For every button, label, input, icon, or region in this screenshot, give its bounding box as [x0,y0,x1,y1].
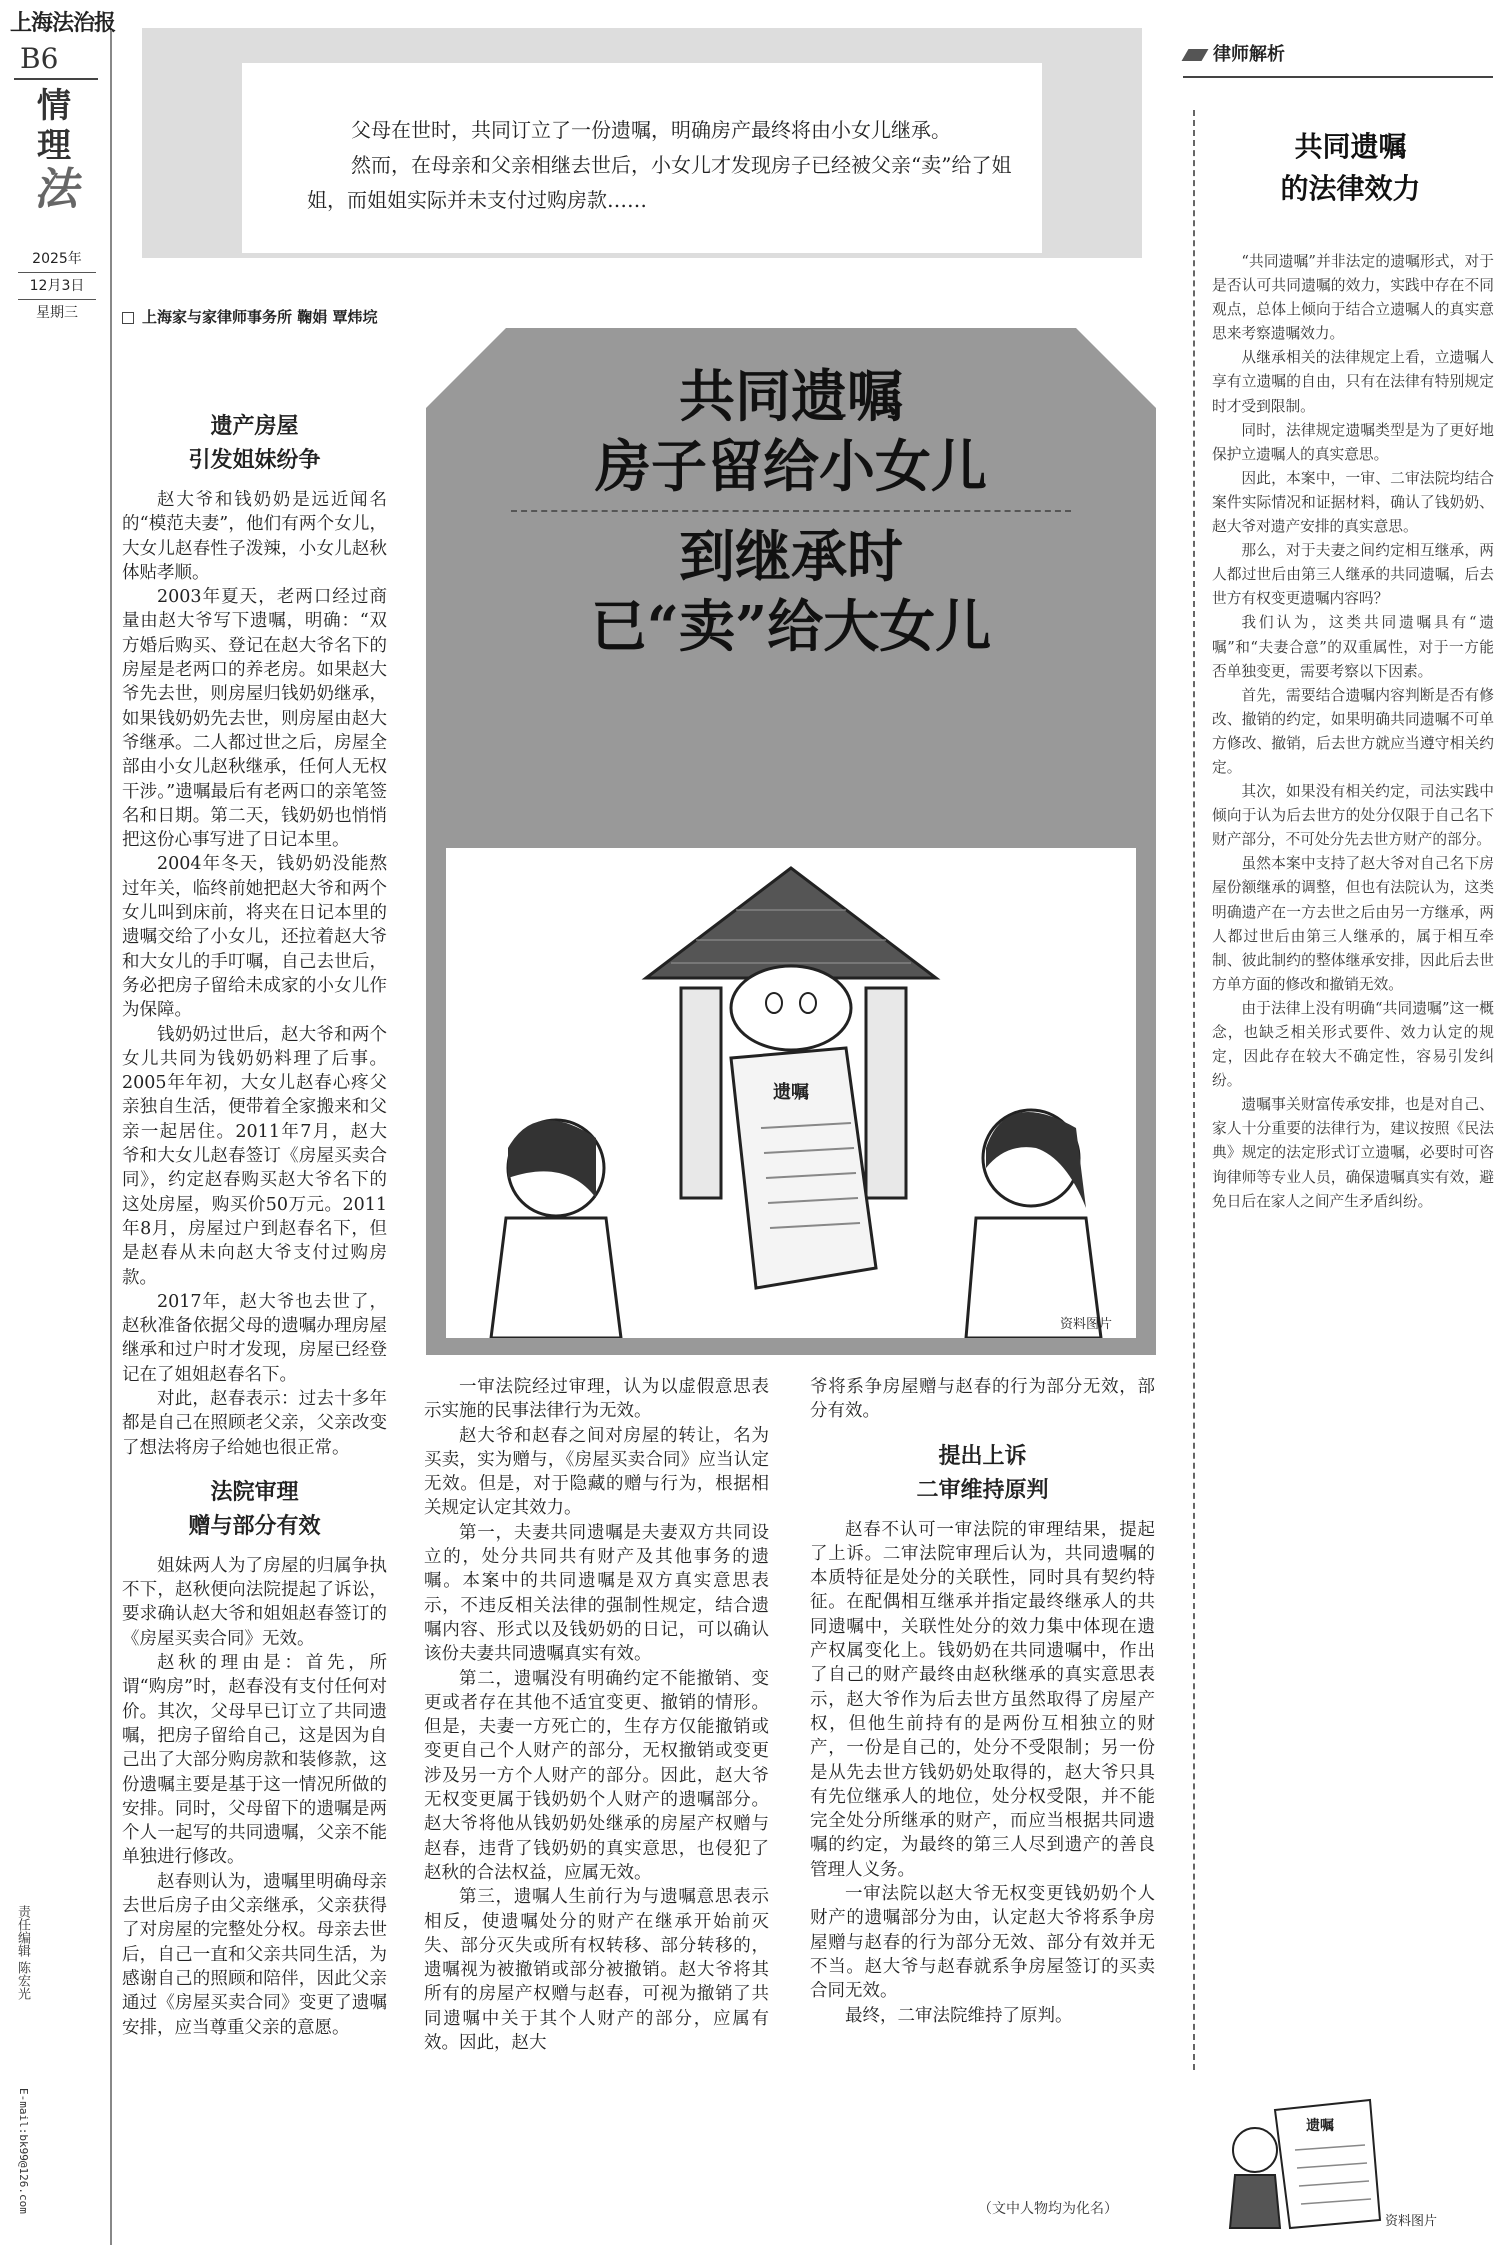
paragraph: 因此，本案中，一审、二审法院均结合案件实际情况和证据材料，确认了钱奶奶、赵大爷对遗产安排的真实意思。 [1212,469,1494,536]
paragraph: 姐妹两人为了房屋的归属争执不下，赵秋便向法院提起了诉讼，要求确认赵大爷和姐姐赵春签订的《房屋买卖合同》无效。 [122,1555,387,1649]
lead-inner [242,63,1042,253]
paragraph: 同时，法律规定遗嘱类型是为了更好地保护立遗嘱人的真实意思。 [1212,421,1494,463]
square-bullet-icon [122,312,134,324]
paragraph: 其次，如果没有相关约定，司法实践中倾向于认为后去世方的处分仅限于自己名下财产部分，不可处分先去世方财产的部分。 [1212,783,1494,849]
byline-text: 上海家与家律师事务所 鞠娟 覃炜垸 [142,308,378,326]
paragraph: 2004年冬天，钱奶奶没能熬过年关，临终前她把赵大爷和两个女儿叫到床前，将夹在日记本里的遗嘱交给了小女儿，还拉着赵大爷和大女儿的手叮嘱，自己去世后，务必把房子留给未成家的小女儿作为保障。 [122,854,387,1021]
section-char: 法 [34,164,78,215]
headline-line: 共同遗嘱 [679,364,903,430]
column-rule [1193,110,1195,2070]
byline [122,306,377,327]
section-name [34,86,78,215]
small-cartoon [1220,2090,1400,2230]
divider [18,299,96,300]
lead-box [142,28,1142,258]
subheading-line: 引发姐妹纷争 [188,448,321,473]
slash-icon [1182,49,1209,61]
headline [426,362,1156,662]
divider [1183,76,1493,78]
subheading [122,1476,387,1544]
subheading-line: 提出上诉 [938,1443,1027,1469]
paragraph: 一审法院经过审理，认为以虚假意思表示实施的民事法律行为无效。 [424,1377,769,1422]
subheading [810,1440,1155,1508]
paragraph: 最终，二审法院维持了原判。 [845,2005,1073,2026]
small-illustration [1220,2090,1400,2230]
masthead: 上海法治报 [10,10,116,36]
date-year: 2025年 [32,251,82,267]
paragraph: 赵大爷和钱奶奶是远近闻名的“模范夫妻”，他们有两个女儿，大女儿赵春性子泼辣，小女儿赵秋体贴孝顺。 [122,490,387,583]
figure-head [1233,2128,1277,2172]
image-caption: 资料图片 [1385,2214,1438,2229]
paragraph: 我们认为，这类共同遗嘱具有“遗嘱”和“夫妻合意”的双重属性，对于一方能否单独变更，需要考察以下因素。 [1212,614,1494,680]
paragraph: 一审法院以赵大爷无权变更钱奶奶个人财产的遗嘱部分为由，认定赵大爷将系争房屋赠与赵春的行为部分无效、部分有效并无不当。赵大爷与赵春就系争房屋签订的买卖合同无效。 [810,1884,1155,2002]
house-wall [866,988,906,1198]
paragraph: 赵春不认可一审法院的审理结果，提起了上诉。二审法院审理后认为，共同遗嘱的本质特征是处分的关联性，同时具有契约特征。在配偶相互继承并指定最终继承人的共同遗嘱中，关联性处分的效力集中体现在遗产权属变化上。钱奶奶在共同遗嘱中，作出了自己的财产最终由赵秋继承的真实意思表示，赵大爷作为后去世方虽然取得了房屋产权，但他生前持有的是两份互相独立的财产，一份是自己的，处分不受限制；另一份是从先去世方钱奶奶处取得的，赵大爷只具有先位继承人的地位，处分权受限，并不能完全处分所继承的财产，而应当根据共同遗嘱的约定，为最终的第三人尽到遗产的善良管理人义务。 [810,1519,1155,1880]
roof-icon [646,868,936,978]
divider [18,272,96,273]
subheading-line: 法院审理 [210,1479,299,1505]
analysis-title-line: 的法律效力 [1280,172,1421,205]
date-weekday: 星期三 [36,305,78,321]
subheading-line: 赠与部分有效 [188,1513,321,1539]
paragraph: 首先，需要结合遗嘱内容判断是否有修改、撤销的约定，如果明确共同遗嘱不可单方修改、撤销，后去世方就应当遵守相关约定。 [1212,686,1494,776]
paragraph: 那么，对于夫妻之间约定相互继承，两人都过世后由第三人继承的共同遗嘱，后去世方有权变更遗嘱内容吗？ [1212,542,1494,608]
date-monthday: 12月3日 [29,278,85,294]
lead-paragraph: 然而，在母亲和父亲相继去世后，小女儿才发现房子已经被父亲“卖”给了姐姐，而姐姐实际并未支付过购房款…… [307,153,1012,212]
paragraph: 第二，遗嘱没有明确约定不能撤销、变更或者存在其他不适宜变更、撤销的情形。但是，夫妻一方死亡的，生存方仅能撤销或变更自己个人财产的部分，无权撤销或变更涉及另一方个人财产的部分。因此，赵大爷无权变更属于钱奶奶个人财产的遗嘱部分。赵大爷将他从钱奶奶处继承的房屋产权赠与赵春，违背了钱奶奶的真实意思，也侵犯了赵秋的合法权益，应属无效。 [424,1668,769,1883]
paragraph: 爷将系争房屋赠与赵春的行为部分无效，部分有效。 [810,1377,1155,1422]
page-number: B6 [20,42,59,75]
tag-text: 律师解析 [1213,44,1285,65]
subheading [122,410,387,478]
body [491,1218,621,1338]
editor-email: E-mail:bk99@126.com [17,2088,30,2214]
headline-line: 已“卖”给大女儿 [590,594,992,660]
divider [511,510,1071,512]
paragraph: 赵大爷和赵春之间对房屋的转让，名为买卖，实为赠与，《房屋买卖合同》应当认定无效。但是，对于隐藏的赠与行为，根据相关规定认定其效力。 [424,1425,769,1519]
footnote: （文中人物均为化名） [978,2201,1118,2217]
paragraph: 对此，赵春表示：过去十多年都是自己在照顾老父亲，父亲改变了想法将房子给她也很正常。 [122,1388,387,1458]
lead-paragraph: 父母在世时，共同订立了一份遗嘱，明确房产最终将由小女儿继承。 [351,118,951,142]
cartoon-drawing [446,848,1136,1338]
issue-date [12,248,102,324]
headline-line: 房子留给小女儿 [595,434,987,500]
paragraph: 虽然本案中支持了赵大爷对自己名下房屋份额继承的调整，但也有法院认为，这类明确遗产在一方去世之后由另一方继承，两人都过世后由第三人继承的，属于相互牵制、彼此制约的整体继承安排，因此后去世方单方面的修改和撤销无效。 [1212,855,1494,993]
article-column-3 [810,1375,1155,2028]
column-rule [110,30,112,2245]
subheading-line: 遗产房屋 [210,414,299,439]
paragraph: 由于法律上没有明确“共同遗嘱”这一概念，也缺乏相关形式要件、效力认定的规定，因此存在较大不确定性，容易引发纠纷。 [1212,999,1494,1090]
will-label: 遗嘱 [1306,2118,1334,2134]
analysis-title [1218,126,1483,210]
article-column-1 [122,410,387,2040]
paragraph: 第三，遗嘱人生前行为与遗嘱意思表示相反，使遗嘱处分的财产在继承开始前灭失、部分灭失或所有权转移、部分转移的，遗嘱视为被撤销或部分被撤销。赵大爷将其所有的房屋产权赠与赵春，可视为撤销了共同遗嘱中关于其个人财产的部分，应属有效。因此，赵大 [424,1887,769,2054]
analysis-column [1212,250,1494,1214]
section-char: 情 [37,86,71,126]
article-column-2 [424,1375,769,2055]
house-wall [681,988,721,1198]
headline-line: 到继承时 [679,524,903,590]
paragraph: 钱奶奶过世后，赵大爷和两个女儿共同为钱奶奶料理了后事。2005年年初，大女儿赵春心疼父亲独自生活，便带着全家搬来和父亲一起居住。2011年7月，赵大爷和大女儿赵春签订《房屋买卖合同》，约定赵春购买赵大爷名下的这处房屋，购买价50万元。2011年8月，房屋过户到赵春名下，但是赵春从未向赵大爷支付过购房款。 [122,1024,387,1288]
paragraph: 赵秋的理由是：首先，所谓“购房”时，赵春没有支付任何对价。其次，父母早已订立了共同遗嘱，把房子留给自己，这是因为自己出了大部分购房款和装修款，这份遗嘱主要是基于这一情况所做的安排。同时，父母留下的遗嘱是两个人一起写的共同遗嘱，父亲不能单独进行修改。 [122,1653,387,1868]
analysis-title-line: 共同遗嘱 [1294,130,1407,163]
cartoon-illustration [446,848,1136,1338]
paragraph: 2003年夏天，老两口经过商量由赵大爷写下遗嘱，明确：“双方婚后购买、登记在赵大爷名下的房屋是老两口的养老房。如果赵大爷先去世，则房屋归钱奶奶继承，如果钱奶奶先去世，则房屋由赵大爷继承。二人都过世之后，房屋全部由小女儿赵秋继承，任何人无权干涉。”遗嘱最后有老两口的亲笔签名和日期。第二天，钱奶奶也悄悄把这份心事写进了日记本里。 [122,587,387,851]
paragraph: 从继承相关的法律规定上看，立遗嘱人享有立遗嘱的自由，只有在法律有特别规定时才受到限制。 [1212,349,1494,415]
section-char: 理 [37,126,71,166]
paragraph: 遗嘱事关财富传承安排，也是对自己、家人十分重要的法律行为，建议按照《民法典》规定的法定形式订立遗嘱，必要时可咨询律师等专业人员，确保遗嘱真实有效，避免日后在家人之间产生矛盾纠纷。 [1212,1096,1494,1210]
divider [14,78,98,80]
paragraph: 赵春则认为，遗嘱里明确母亲去世后房子由父亲继承，父亲获得了对房屋的完整处分权。母亲去世后，自己一直和父亲共同生活，为感谢自己的照顾和陪伴，因此父亲通过《房屋买卖合同》变更了遗嘱安排，应当尊重父亲的意愿。 [122,1871,387,2038]
will-label: 遗嘱 [773,1082,809,1103]
paragraph: 2017年，赵大爷也去世了，赵秋准备依据父母的遗嘱办理房屋继承和过户时才发现，房屋已经登记在了姐姐赵春名下。 [122,1291,387,1385]
image-caption: 资料图片 [1060,1317,1113,1332]
section-tag [1185,40,1285,66]
editor-credit: 责任编辑 陈宏光 [15,1905,30,2001]
subheading-line: 二审维持原判 [916,1477,1049,1503]
paragraph: 第一，夫妻共同遗嘱是夫妻双方共同设立的，处分共同共有财产及其他事务的遗嘱。本案中的共同遗嘱是双方真实意思表示，不违反相关法律的强制性规定，结合遗嘱内容、形式以及钱奶奶的日记，可以确认该份夫妻共同遗嘱真实有效。 [424,1522,769,1665]
figure-body [1230,2175,1280,2228]
paragraph: “共同遗嘱”并非法定的遗嘱形式，对于是否认可共同遗嘱的效力，实践中存在不同观点，总体上倾向于结合立遗嘱人的真实意思来考察遗嘱效力。 [1212,253,1494,343]
man-head [731,966,851,1050]
